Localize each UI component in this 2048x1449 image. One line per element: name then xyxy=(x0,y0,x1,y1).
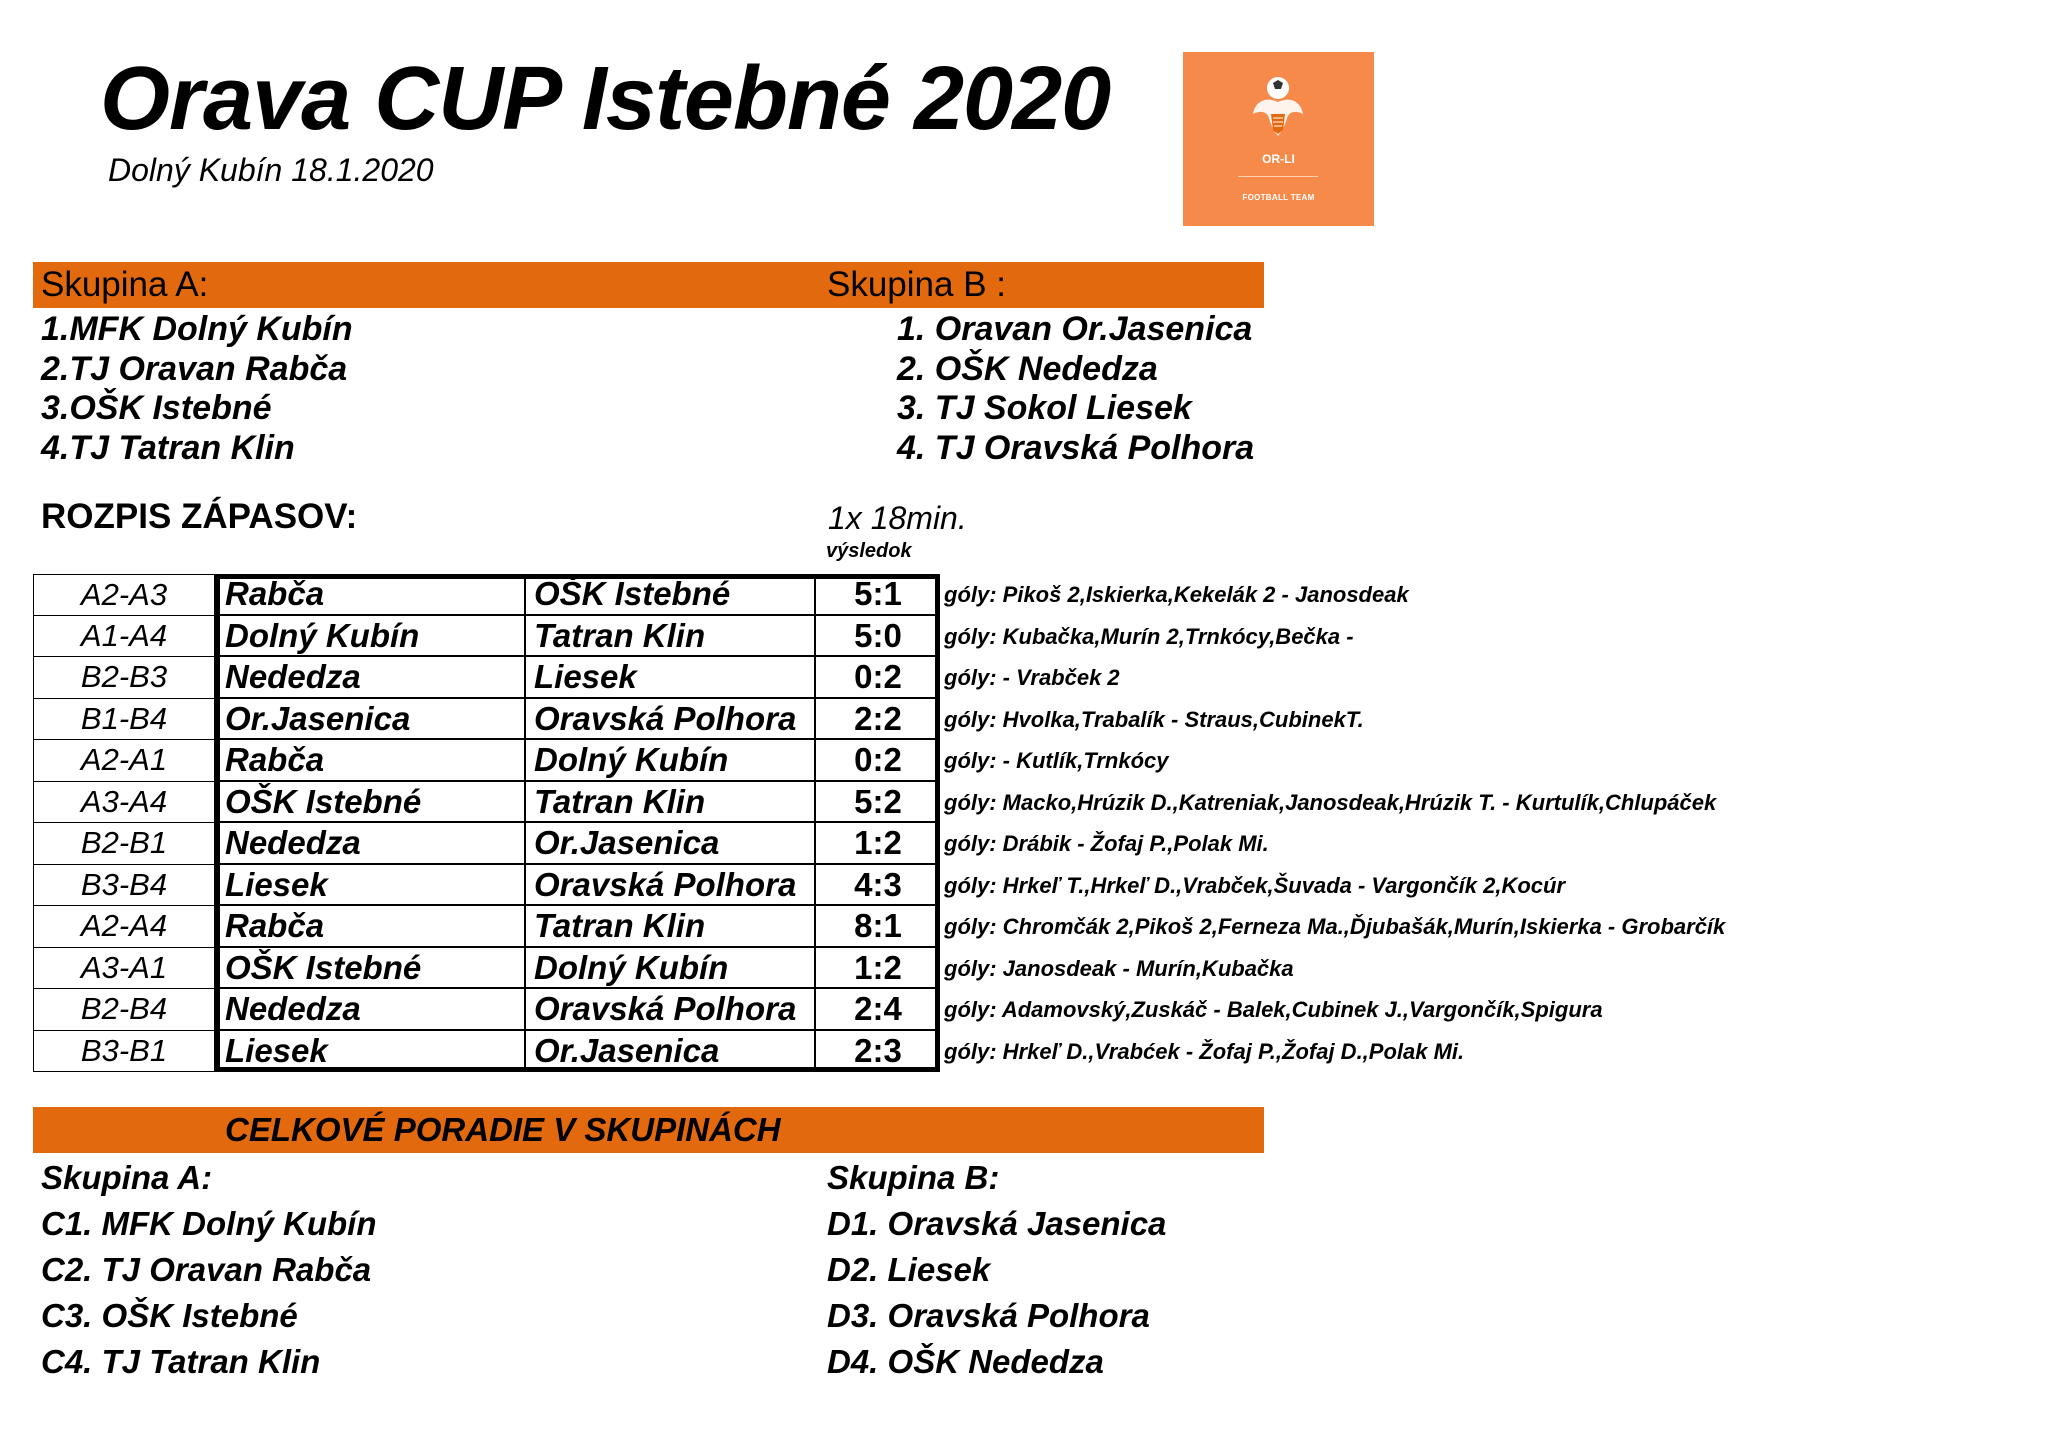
away-team: Tatran Klin xyxy=(526,616,816,658)
match-score: 1:2 xyxy=(816,823,940,865)
goal-scorers: góly: Drábik - Žofaj P.,Polak Mi. xyxy=(944,831,1269,856)
logo-divider xyxy=(1238,176,1318,177)
standings-group-a-team: C2. TJ Oravan Rabča xyxy=(41,1251,372,1288)
home-team: Nededza xyxy=(215,657,526,699)
goal-scorers: góly: Janosdeak - Murín,Kubačka xyxy=(944,955,1294,981)
match-code: B1-B4 xyxy=(33,699,215,741)
home-team: Liesek xyxy=(215,865,526,907)
logo-subtext: FOOTBALL TEAM xyxy=(1242,193,1315,202)
group-b-team: 3. TJ Sokol Liesek xyxy=(897,389,1192,427)
standings-group-b-label: Skupina B: xyxy=(827,1159,1000,1196)
match-score: 0:2 xyxy=(816,740,940,782)
goal-scorers: góly: Pikoš 2,Iskierka,Kekelák 2 - Janosdeak xyxy=(944,582,1409,607)
goal-scorers-list xyxy=(944,574,1725,1072)
match-code: A2-A1 xyxy=(33,740,215,782)
away-team: Or.Jasenica xyxy=(526,823,816,865)
match-format: 1x 18min. xyxy=(828,500,967,536)
page-subtitle: Dolný Kubín 18.1.2020 xyxy=(108,152,434,188)
home-team: OŠK Istebné xyxy=(215,782,526,824)
group-a-team: 3.OŠK Istebné xyxy=(41,389,272,427)
goal-scorers: góly: Hvolka,Trabalík - Straus,CubinekT. xyxy=(944,706,1364,732)
match-score: 5:1 xyxy=(816,574,940,616)
groups-header-bar xyxy=(33,262,1264,308)
away-team: Liesek xyxy=(526,657,816,699)
match-code: B3-B1 xyxy=(33,1031,215,1073)
group-a-label: Skupina A: xyxy=(41,265,209,304)
home-team: Liesek xyxy=(215,1031,526,1073)
match-code: B2-B3 xyxy=(33,657,215,699)
standings-group-b-team: D3. Oravská Polhora xyxy=(827,1297,1150,1334)
match-code: A2-A3 xyxy=(33,574,215,616)
match-score: 2:3 xyxy=(816,1031,940,1073)
goal-scorers: góly: Adamovský,Zuskáč - Balek,Cubinek J.,Vargončík,Spigura xyxy=(944,997,1603,1022)
match-score: 2:2 xyxy=(816,699,940,741)
standings-group-b-team: D2. Liesek xyxy=(827,1251,991,1288)
logo-text: OR-LI xyxy=(1262,152,1295,166)
group-b-team: 1. Oravan Or.Jasenica xyxy=(897,310,1253,348)
match-score: 0:2 xyxy=(816,657,940,699)
away-team: Or.Jasenica xyxy=(526,1031,816,1073)
match-code: A3-A4 xyxy=(33,782,215,824)
group-a-team: 1.MFK Dolný Kubín xyxy=(41,310,353,348)
standings-group-a-team: C4. TJ Tatran Klin xyxy=(41,1343,321,1380)
away-team: Dolný Kubín xyxy=(526,948,816,990)
match-code: B2-B4 xyxy=(33,989,215,1031)
standings-group-a-label: Skupina A: xyxy=(41,1159,213,1196)
goal-scorers: góly: Hrkeľ T.,Hrkeľ D.,Vrabček,Šuvada - Vargončík 2,Kocúr xyxy=(944,872,1566,898)
group-b-team: 2. OŠK Nededza xyxy=(897,350,1158,388)
schedule-frame xyxy=(215,574,940,1072)
away-team: Tatran Klin xyxy=(526,782,816,824)
standings-group-a-team: C1. MFK Dolný Kubín xyxy=(41,1205,377,1242)
team-logo xyxy=(1183,52,1374,226)
goal-scorers: góly: Kubačka,Murín 2,Trnkócy,Bečka - xyxy=(944,623,1354,649)
goal-scorers: góly: Chromčák 2,Pikoš 2,Ferneza Ma.,Ďjubašák,Murín,Iskierka - Grobarčík xyxy=(944,914,1726,939)
away-team: Oravská Polhora xyxy=(526,989,816,1031)
match-code: A3-A1 xyxy=(33,948,215,990)
group-a-team: 4.TJ Tatran Klin xyxy=(41,429,295,467)
page-title: Orava CUP Istebné 2020 xyxy=(100,49,1111,149)
group-b-label: Skupina B : xyxy=(827,265,1006,304)
match-code: A1-A4 xyxy=(33,616,215,658)
home-team: OŠK Istebné xyxy=(215,948,526,990)
away-team: OŠK Istebné xyxy=(526,574,816,616)
result-column-label: výsledok xyxy=(826,540,912,562)
away-team: Tatran Klin xyxy=(526,906,816,948)
match-score: 5:2 xyxy=(816,782,940,824)
home-team: Dolný Kubín xyxy=(215,616,526,658)
schedule-title: ROZPIS ZÁPASOV: xyxy=(41,497,358,536)
match-score: 5:0 xyxy=(816,616,940,658)
match-code: B2-B1 xyxy=(33,823,215,865)
match-code: A2-A4 xyxy=(33,906,215,948)
goal-scorers: góly: Hrkeľ D.,Vrabćek - Žofaj P.,Žofaj D.,Polak Mi. xyxy=(944,1038,1465,1064)
standings-group-b-team: D1. Oravská Jasenica xyxy=(827,1205,1167,1242)
goal-scorers: góly: - Vrabček 2 xyxy=(944,665,1120,690)
match-score: 8:1 xyxy=(816,906,940,948)
home-team: Nededza xyxy=(215,989,526,1031)
home-team: Rabča xyxy=(215,574,526,616)
away-team: Oravská Polhora xyxy=(526,699,816,741)
group-a-team: 2.TJ Oravan Rabča xyxy=(41,350,348,388)
home-team: Rabča xyxy=(215,740,526,782)
match-code: B3-B4 xyxy=(33,865,215,907)
match-score: 4:3 xyxy=(816,865,940,907)
standings-group-b-team: D4. OŠK Nededza xyxy=(827,1343,1104,1380)
group-b-team: 4. TJ Oravská Polhora xyxy=(897,429,1255,467)
goal-scorers: góly: Macko,Hrúzik D.,Katreniak,Janosdeak,Hrúzik T. - Kurtulík,Chlupáček xyxy=(944,789,1717,815)
standings-group-a-team: C3. OŠK Istebné xyxy=(41,1297,298,1334)
home-team: Or.Jasenica xyxy=(215,699,526,741)
goal-scorers: góly: - Kutlík,Trnkócy xyxy=(944,748,1169,773)
eagle-ball-icon xyxy=(1183,52,1374,152)
away-team: Oravská Polhora xyxy=(526,865,816,907)
home-team: Rabča xyxy=(215,906,526,948)
match-score: 2:4 xyxy=(816,989,940,1031)
home-team: Nededza xyxy=(215,823,526,865)
away-team: Dolný Kubín xyxy=(526,740,816,782)
match-score: 1:2 xyxy=(816,948,940,990)
standings-title: CELKOVÉ PORADIE V SKUPINÁCH xyxy=(225,1111,781,1148)
